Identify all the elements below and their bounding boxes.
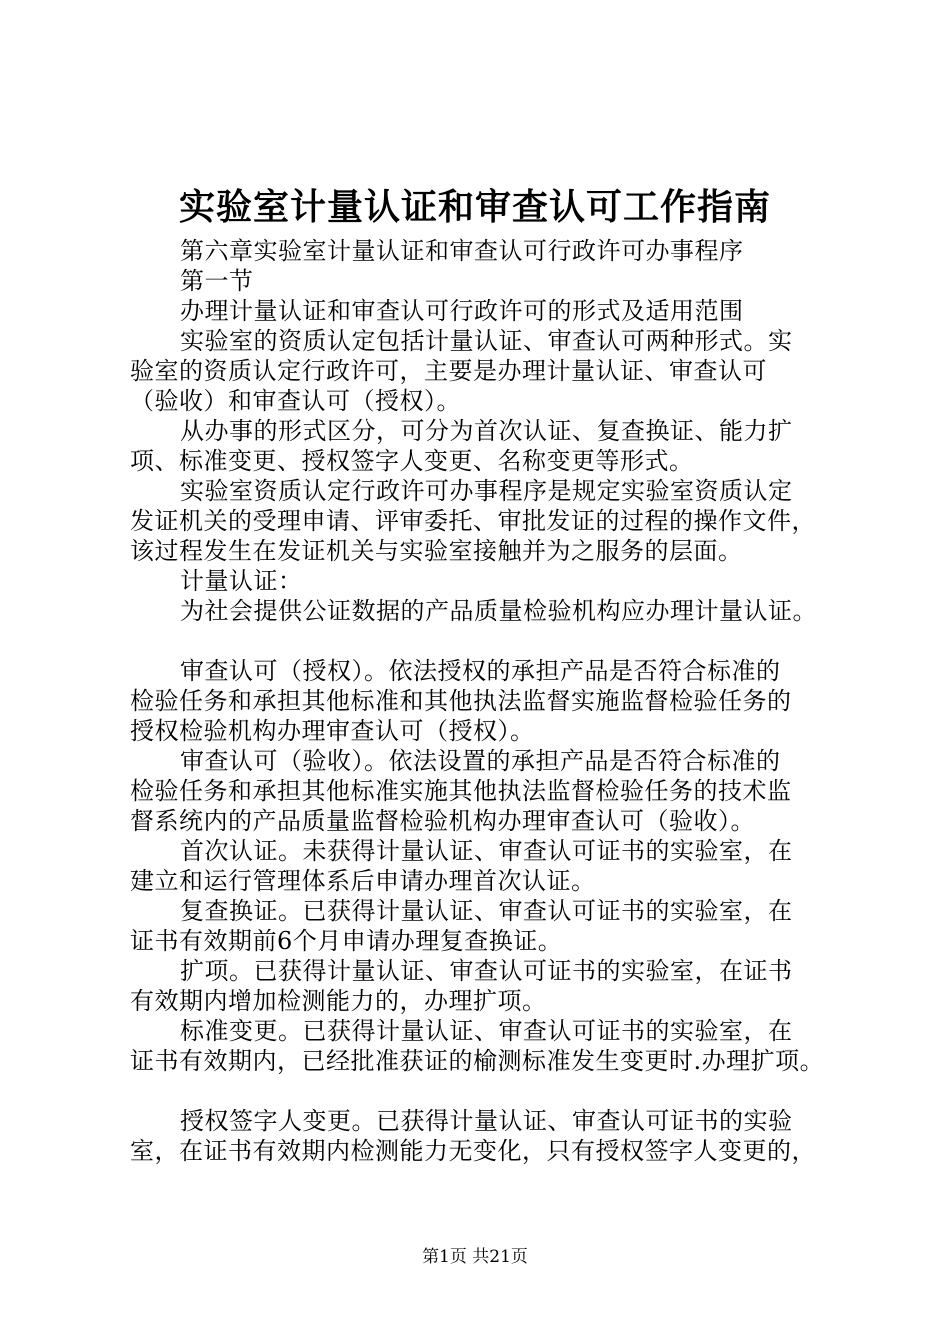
paragraph-line: 为社会提供公证数据的产品质量检验机构应办理计量认证。 [180, 597, 817, 625]
paragraph-line: 项、标准变更、授权签字人变更、名称变更等形式。 [130, 447, 694, 475]
paragraph-line: 证书有效期前6个月申请办理复查换证。 [130, 927, 563, 955]
paragraph-line: 审查认可（验收）。依法设置的承担产品是否符合标准的 [180, 747, 781, 775]
paragraph-line: 督系统内的产品质量监督检验机构办理审查认可（验收）。 [130, 807, 755, 835]
paragraph-line: 证书有效期内，已经批准获证的榆测标准发生变更时.办理扩项。 [130, 1047, 825, 1075]
paragraph-line: 检验任务和承担其他标准和其他执法监督实施监督检验任务的 [130, 687, 792, 715]
paragraph-line: 建立和运行管理体系后申请办理首次认证。 [130, 867, 596, 895]
blank-line [130, 626, 830, 656]
paragraph-line: 实验室资质认定行政许可办事程序是规定实验室资质认定 [180, 477, 793, 505]
paragraph-line: 从办事的形式区分，可分为首次认证、复查换证、能力扩 [180, 417, 793, 445]
page-number-footer: 第1页 共21页 [422, 1247, 528, 1267]
paragraph-line: 首次认证。未获得计量认证、审查认可证书的实验室，在 [180, 837, 793, 865]
paragraph-line: 验室的资质认定行政许可，主要是办理计量认证、审查认可 [130, 357, 767, 385]
paragraph-line: 审查认可（授权）。依法授权的承担产品是否符合标准的 [180, 657, 781, 685]
section-subtitle: 办理计量认证和审查认可行政许可的形式及适用范围 [180, 297, 744, 325]
paragraph-line: 该过程发生在发证机关与实验室接触并为之服务的层面。 [130, 537, 743, 565]
paragraph-line: 扩项。已获得计量认证、审查认可证书的实验室，在证书 [180, 957, 793, 985]
paragraph-line: 发证机关的受理申请、评审委托、审批发证的过程的操作文件， [130, 507, 816, 535]
chapter-heading: 第六章实验室计量认证和审查认可行政许可办事程序 [180, 237, 744, 265]
blank-line [130, 1076, 830, 1106]
document-title: 实验室计量认证和审查认可工作指南 [178, 187, 771, 228]
paragraph-line: 检验任务和承担其他标准实施其他执法监督检验任务的技术监 [130, 777, 792, 805]
paragraph-line: 授权检验机构办理审查认可（授权）。 [130, 717, 535, 745]
paragraph-line: 计量认证： [180, 567, 303, 595]
paragraph-line: 有效期内增加检测能力的，办理扩项。 [130, 987, 547, 1015]
paragraph-line: 授权签字人变更。已获得计量认证、审查认可证书的实验 [180, 1107, 793, 1135]
paragraph-line: 标准变更。已获得计量认证、审查认可证书的实验室，在 [180, 1017, 793, 1045]
document-body [130, 236, 830, 1166]
paragraph-line: 复查换证。已获得计量认证、审查认可证书的实验室，在 [180, 897, 793, 925]
section-heading: 第一节 [180, 267, 254, 295]
paragraph-line: （验收）和审查认可（授权）。 [130, 387, 461, 415]
paragraph-line: 室，在证书有效期内检测能力无变化，只有授权签字人变更的， [130, 1137, 816, 1165]
paragraph-line: 实验室的资质认定包括计量认证、审查认可两种形式。实 [180, 327, 793, 355]
